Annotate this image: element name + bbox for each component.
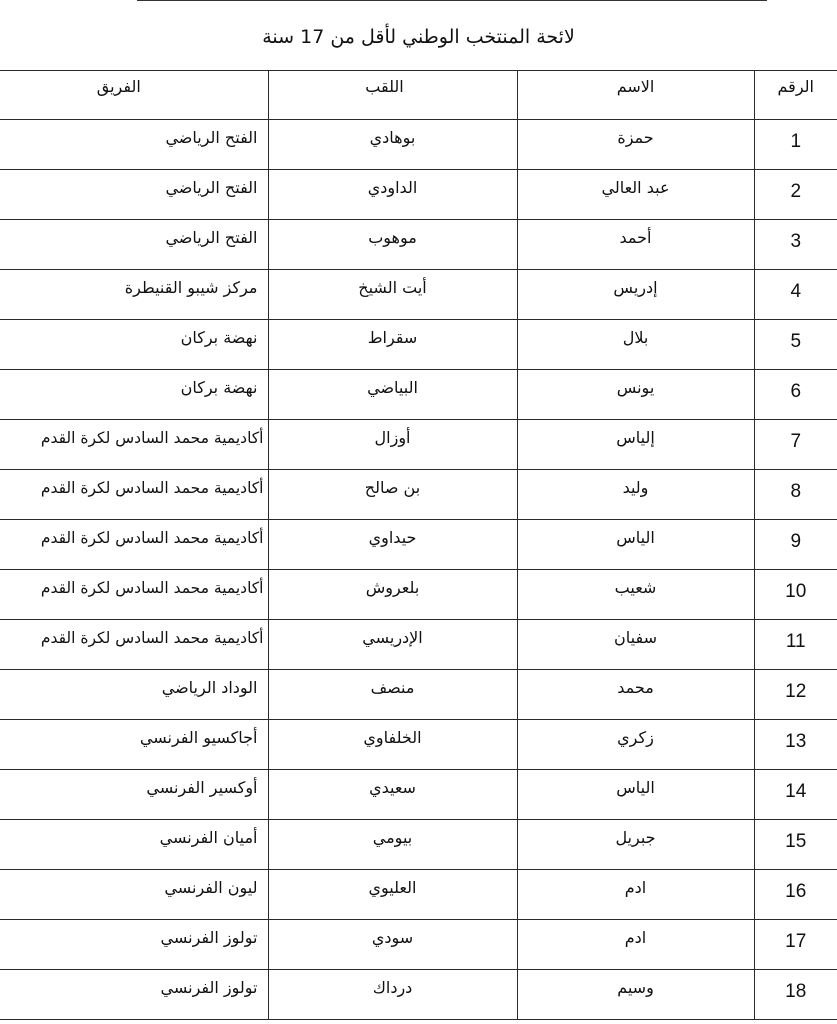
cell-team-text: الفتح الرياضي (165, 228, 258, 247)
table-row (0, 620, 837, 670)
header-team: الفريق (0, 71, 268, 120)
table-row (0, 120, 837, 170)
cell-team (0, 670, 268, 720)
cell-team-text: الفتح الرياضي (165, 178, 258, 197)
cell-number-text: 13 (785, 731, 807, 752)
cell-number (754, 870, 837, 920)
cell-team (0, 920, 268, 970)
cell-team-text: أكاديمية محمد السادس لكرة القدم (40, 479, 264, 497)
cell-team (0, 520, 268, 570)
cell-first-name (517, 170, 754, 220)
cell-first-name (517, 420, 754, 470)
cell-number-text: 3 (790, 231, 802, 252)
table-row (0, 270, 837, 320)
cell-number-text: 8 (790, 481, 802, 502)
cell-team-text: تولوز الفرنسي (160, 928, 258, 947)
header-first-name: الاسم (517, 71, 754, 120)
cell-first-name (517, 770, 754, 820)
cell-first-name (517, 570, 754, 620)
cell-last-name-text: سقراط (367, 328, 418, 347)
cell-last-name-text: الداودي (367, 178, 418, 197)
cell-team (0, 420, 268, 470)
cell-first-name-text: وليد (622, 478, 649, 497)
cell-last-name (268, 220, 517, 270)
cell-number (754, 820, 837, 870)
table-row (0, 920, 837, 970)
cell-last-name-text: العليوي (368, 878, 417, 897)
cell-first-name-text: ادم (624, 928, 647, 947)
table-row (0, 820, 837, 870)
cell-first-name-text: يونس (616, 378, 655, 397)
table-row (0, 420, 837, 470)
cell-number (754, 420, 837, 470)
cell-last-name-text: سودي (371, 928, 414, 947)
cell-team-text: الفتح الرياضي (165, 128, 258, 147)
table-row (0, 320, 837, 370)
cell-first-name (517, 620, 754, 670)
cell-last-name (268, 120, 517, 170)
cell-last-name-text: بن صالح (364, 478, 421, 497)
cell-last-name (268, 520, 517, 570)
cell-number (754, 920, 837, 970)
cell-number (754, 670, 837, 720)
cell-team (0, 720, 268, 770)
cell-last-name-text: بلعروش (365, 578, 420, 597)
cell-team-text: الوداد الرياضي (161, 678, 258, 697)
cell-first-name (517, 970, 754, 1020)
cell-team (0, 370, 268, 420)
cell-first-name-text: الياس (616, 778, 655, 797)
cell-first-name (517, 820, 754, 870)
cell-team (0, 470, 268, 520)
cell-first-name-text: بلال (622, 328, 649, 347)
cell-last-name (268, 470, 517, 520)
header-last-name: اللقب (268, 71, 517, 120)
cell-first-name-text: شعيب (614, 578, 657, 597)
cell-last-name (268, 320, 517, 370)
cell-last-name (268, 270, 517, 320)
cell-last-name (268, 570, 517, 620)
cell-first-name (517, 270, 754, 320)
cell-last-name (268, 170, 517, 220)
table-row (0, 470, 837, 520)
cell-number (754, 520, 837, 570)
cell-number (754, 120, 837, 170)
cell-first-name (517, 520, 754, 570)
cell-last-name-text: درداك (372, 978, 413, 997)
cell-first-name-text: محمد (617, 678, 654, 697)
cell-number (754, 570, 837, 620)
cell-number-text: 1 (790, 131, 802, 152)
cell-team-text: أكاديمية محمد السادس لكرة القدم (40, 529, 264, 547)
cell-last-name (268, 420, 517, 470)
cell-last-name-text: بيومي (372, 828, 413, 847)
cell-number-text: 12 (785, 681, 807, 702)
cell-last-name (268, 770, 517, 820)
page-title: لائحة المنتخب الوطني لأقل من 17 سنة (262, 26, 575, 48)
cell-number-text: 17 (785, 931, 807, 952)
cell-last-name (268, 370, 517, 420)
table-row (0, 720, 837, 770)
cell-number (754, 220, 837, 270)
cell-number-text: 2 (790, 181, 802, 202)
cell-first-name-text: ادم (624, 878, 647, 897)
cell-first-name-text: أحمد (619, 228, 652, 247)
cell-number-text: 14 (785, 781, 807, 802)
cell-last-name (268, 620, 517, 670)
cell-team-text: أكاديمية محمد السادس لكرة القدم (40, 429, 264, 447)
top-rule (137, 0, 767, 1)
table-row (0, 970, 837, 1020)
cell-last-name (268, 720, 517, 770)
cell-first-name (517, 670, 754, 720)
cell-number-text: 7 (790, 431, 802, 452)
cell-team (0, 820, 268, 870)
cell-team (0, 270, 268, 320)
cell-first-name-text: سفيان (614, 628, 657, 647)
cell-first-name-text: إلياس (616, 428, 655, 447)
cell-team-text: نهضة بركان (180, 328, 258, 347)
table-row (0, 520, 837, 570)
cell-team-text: أكاديمية محمد السادس لكرة القدم (40, 629, 264, 647)
cell-number (754, 970, 837, 1020)
roster-body (0, 120, 837, 1020)
cell-last-name (268, 870, 517, 920)
table-row (0, 570, 837, 620)
cell-last-name-text: منصف (370, 678, 415, 697)
cell-first-name (517, 220, 754, 270)
cell-team (0, 770, 268, 820)
header-number: الرقم (754, 71, 837, 120)
cell-team-text: أكاديمية محمد السادس لكرة القدم (40, 579, 264, 597)
cell-first-name-text: الياس (616, 528, 655, 547)
cell-first-name (517, 370, 754, 420)
cell-team (0, 220, 268, 270)
cell-team (0, 570, 268, 620)
cell-first-name (517, 720, 754, 770)
cell-first-name-text: جبريل (615, 828, 656, 847)
cell-team (0, 870, 268, 920)
cell-team-text: أوكسير الفرنسي (146, 778, 258, 797)
table-row (0, 770, 837, 820)
cell-number-text: 9 (790, 531, 802, 552)
table-row (0, 370, 837, 420)
cell-number (754, 470, 837, 520)
cell-last-name-text: حيداوي (368, 528, 417, 547)
table-header-row (0, 71, 837, 120)
cell-last-name (268, 970, 517, 1020)
cell-number (754, 320, 837, 370)
cell-number-text: 11 (785, 631, 806, 652)
cell-first-name-text: إدريس (613, 278, 658, 297)
cell-team-text: نهضة بركان (180, 378, 258, 397)
cell-first-name (517, 870, 754, 920)
cell-last-name-text: أيت الشيخ (358, 278, 427, 297)
table-row (0, 220, 837, 270)
cell-number-text: 4 (790, 281, 802, 302)
cell-team (0, 320, 268, 370)
cell-first-name-text: وسيم (617, 978, 654, 997)
cell-last-name-text: الخلفاوي (363, 728, 422, 747)
cell-last-name (268, 670, 517, 720)
cell-number (754, 620, 837, 670)
cell-team-text: أجاكسيو الفرنسي (139, 728, 258, 747)
cell-number (754, 720, 837, 770)
cell-last-name-text: موهوب (368, 228, 417, 247)
cell-last-name-text: بوهادي (369, 128, 416, 147)
cell-last-name-text: سعيدي (369, 778, 416, 797)
cell-team-text: مركز شيبو القنيطرة (124, 278, 258, 297)
cell-team (0, 120, 268, 170)
cell-first-name (517, 320, 754, 370)
cell-number-text: 18 (785, 981, 807, 1002)
cell-team (0, 170, 268, 220)
cell-last-name (268, 820, 517, 870)
cell-number (754, 370, 837, 420)
cell-team-text: تولوز الفرنسي (160, 978, 258, 997)
cell-number (754, 170, 837, 220)
cell-team (0, 970, 268, 1020)
cell-last-name-text: أوزال (374, 428, 411, 447)
cell-number-text: 6 (790, 381, 802, 402)
cell-team (0, 620, 268, 670)
cell-number-text: 5 (790, 331, 802, 352)
cell-last-name (268, 920, 517, 970)
table-row (0, 870, 837, 920)
cell-number-text: 10 (785, 581, 807, 602)
cell-number-text: 15 (785, 831, 807, 852)
table-row (0, 170, 837, 220)
cell-first-name-text: حمزة (617, 128, 654, 147)
cell-team-text: أميان الفرنسي (159, 828, 258, 847)
cell-last-name-text: البياضي (367, 378, 418, 397)
cell-team-text: ليون الفرنسي (164, 878, 258, 897)
cell-last-name-text: الإدريسي (362, 628, 423, 647)
cell-number (754, 770, 837, 820)
cell-first-name (517, 470, 754, 520)
cell-first-name (517, 920, 754, 970)
cell-number (754, 270, 837, 320)
table-row (0, 670, 837, 720)
cell-first-name (517, 120, 754, 170)
roster-table (0, 70, 837, 1020)
cell-number-text: 16 (785, 881, 807, 902)
cell-first-name-text: عبد العالي (601, 178, 670, 197)
cell-first-name-text: زكري (617, 728, 654, 747)
